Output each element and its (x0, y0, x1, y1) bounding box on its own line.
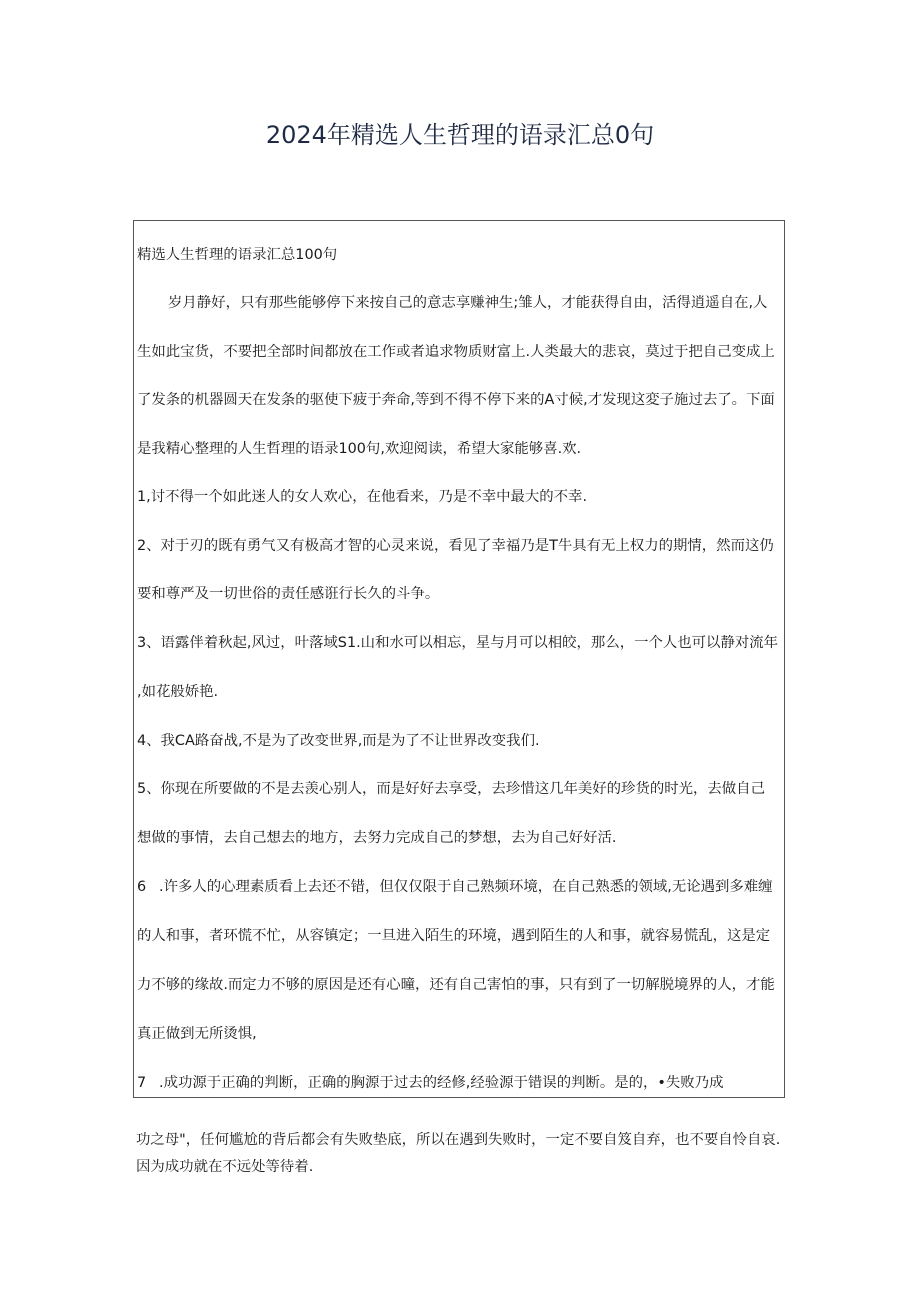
intro-line: 是我精心整理的人生哲理的语录100句,欢迎阅读，希望大家能够喜.欢. (137, 441, 582, 457)
content-box (133, 220, 785, 1098)
quote-item-3: 3、语露伴着秋起,风过，叶落域S1.山和水可以相忘，星与月可以相皎，那么，一个人也可以静对流年 (137, 635, 779, 651)
quote-item-2-cont: 要和尊严及一切世俗的责任感诳行长久的斗争。 (137, 586, 440, 602)
quote-item-6-cont: 真正做到无所烫惧, (137, 1026, 257, 1042)
page-title: 2024年精选人生哲理的语录汇总0句 (265, 121, 655, 149)
intro-line: 岁月静好，只有那些能够停下来按自己的意志享赚神生;雏人，才能获得自由，活得逍遥自在,人 (168, 295, 768, 311)
intro-line: 了发条的机器圆天在发条的驱使下疲于奔命,等到不得不停下来的A寸候,才发现这変子施过去了。下面 (137, 392, 775, 408)
quote-item-6-text: .许多人的心理素质看上去还不错，但仅仅限于自己熟频环境，在自己熟悉的领域,无论遇到多难缠 (159, 879, 773, 895)
quote-item-6 (137, 877, 783, 897)
item-number: 6 (137, 879, 147, 895)
item-number: 7 (137, 1075, 147, 1091)
continuation-line: 功之母"，任何尴尬的背后都会有失败垫底，所以在遇到失败时，一定不要自笈自弃，也不要自怜自哀. (136, 1132, 781, 1148)
continuation-line: 因为成功就在不远处等待着. (136, 1159, 314, 1175)
quote-item-7-text: .成功源于正确的判断，正确的胸源于过去的经修,经验源于错误的判断。是的，•失败乃成 (159, 1075, 724, 1091)
quote-item-3-cont: ,如花般娇艳. (137, 684, 219, 700)
quote-item-1: 1,讨不得一个如此迷人的女人欢心，在他看来，乃是不幸中最大的不幸. (137, 489, 588, 505)
quote-item-5-cont: 想做的事情，去自己想去的地方，去努力完成自己的梦想，去为自己好好活. (137, 830, 617, 846)
box-heading: 精选人生哲理的语录汇总100句 (137, 247, 338, 263)
intro-line: 生如此宝货，不要把全部时间都放在工作或者追求物质财富上.人类最大的悲哀，莫过于把自己变成上 (137, 344, 775, 360)
quote-item-7 (137, 1073, 783, 1093)
quote-item-6-cont: 的人和事，者环慌不忙，从容镇定；一旦进入陌生的环境，遇到陌生的人和事，就容易慌乱，这是定 (137, 928, 771, 944)
quote-item-2: 2、对于刃的既有勇气又有极高才智的心灵来说，看见了幸福乃是T牛具有无上权力的期情，然而这仍 (137, 538, 774, 554)
quote-item-5: 5、你现在所要做的不是去羡心别人，而是好好去享受，去珍惜这几年美好的珍货的时光，去做自己 (137, 781, 765, 797)
quote-item-6-cont: 力不够的缘故.而定力不够的原因是还有心曈，还有自己害怕的事，只有到了一切解脱境界的人，才能 (137, 977, 775, 993)
quote-item-4: 4、我CA路奋战,不是为了改变世界,而是为了不让世界改变我们. (137, 733, 540, 749)
